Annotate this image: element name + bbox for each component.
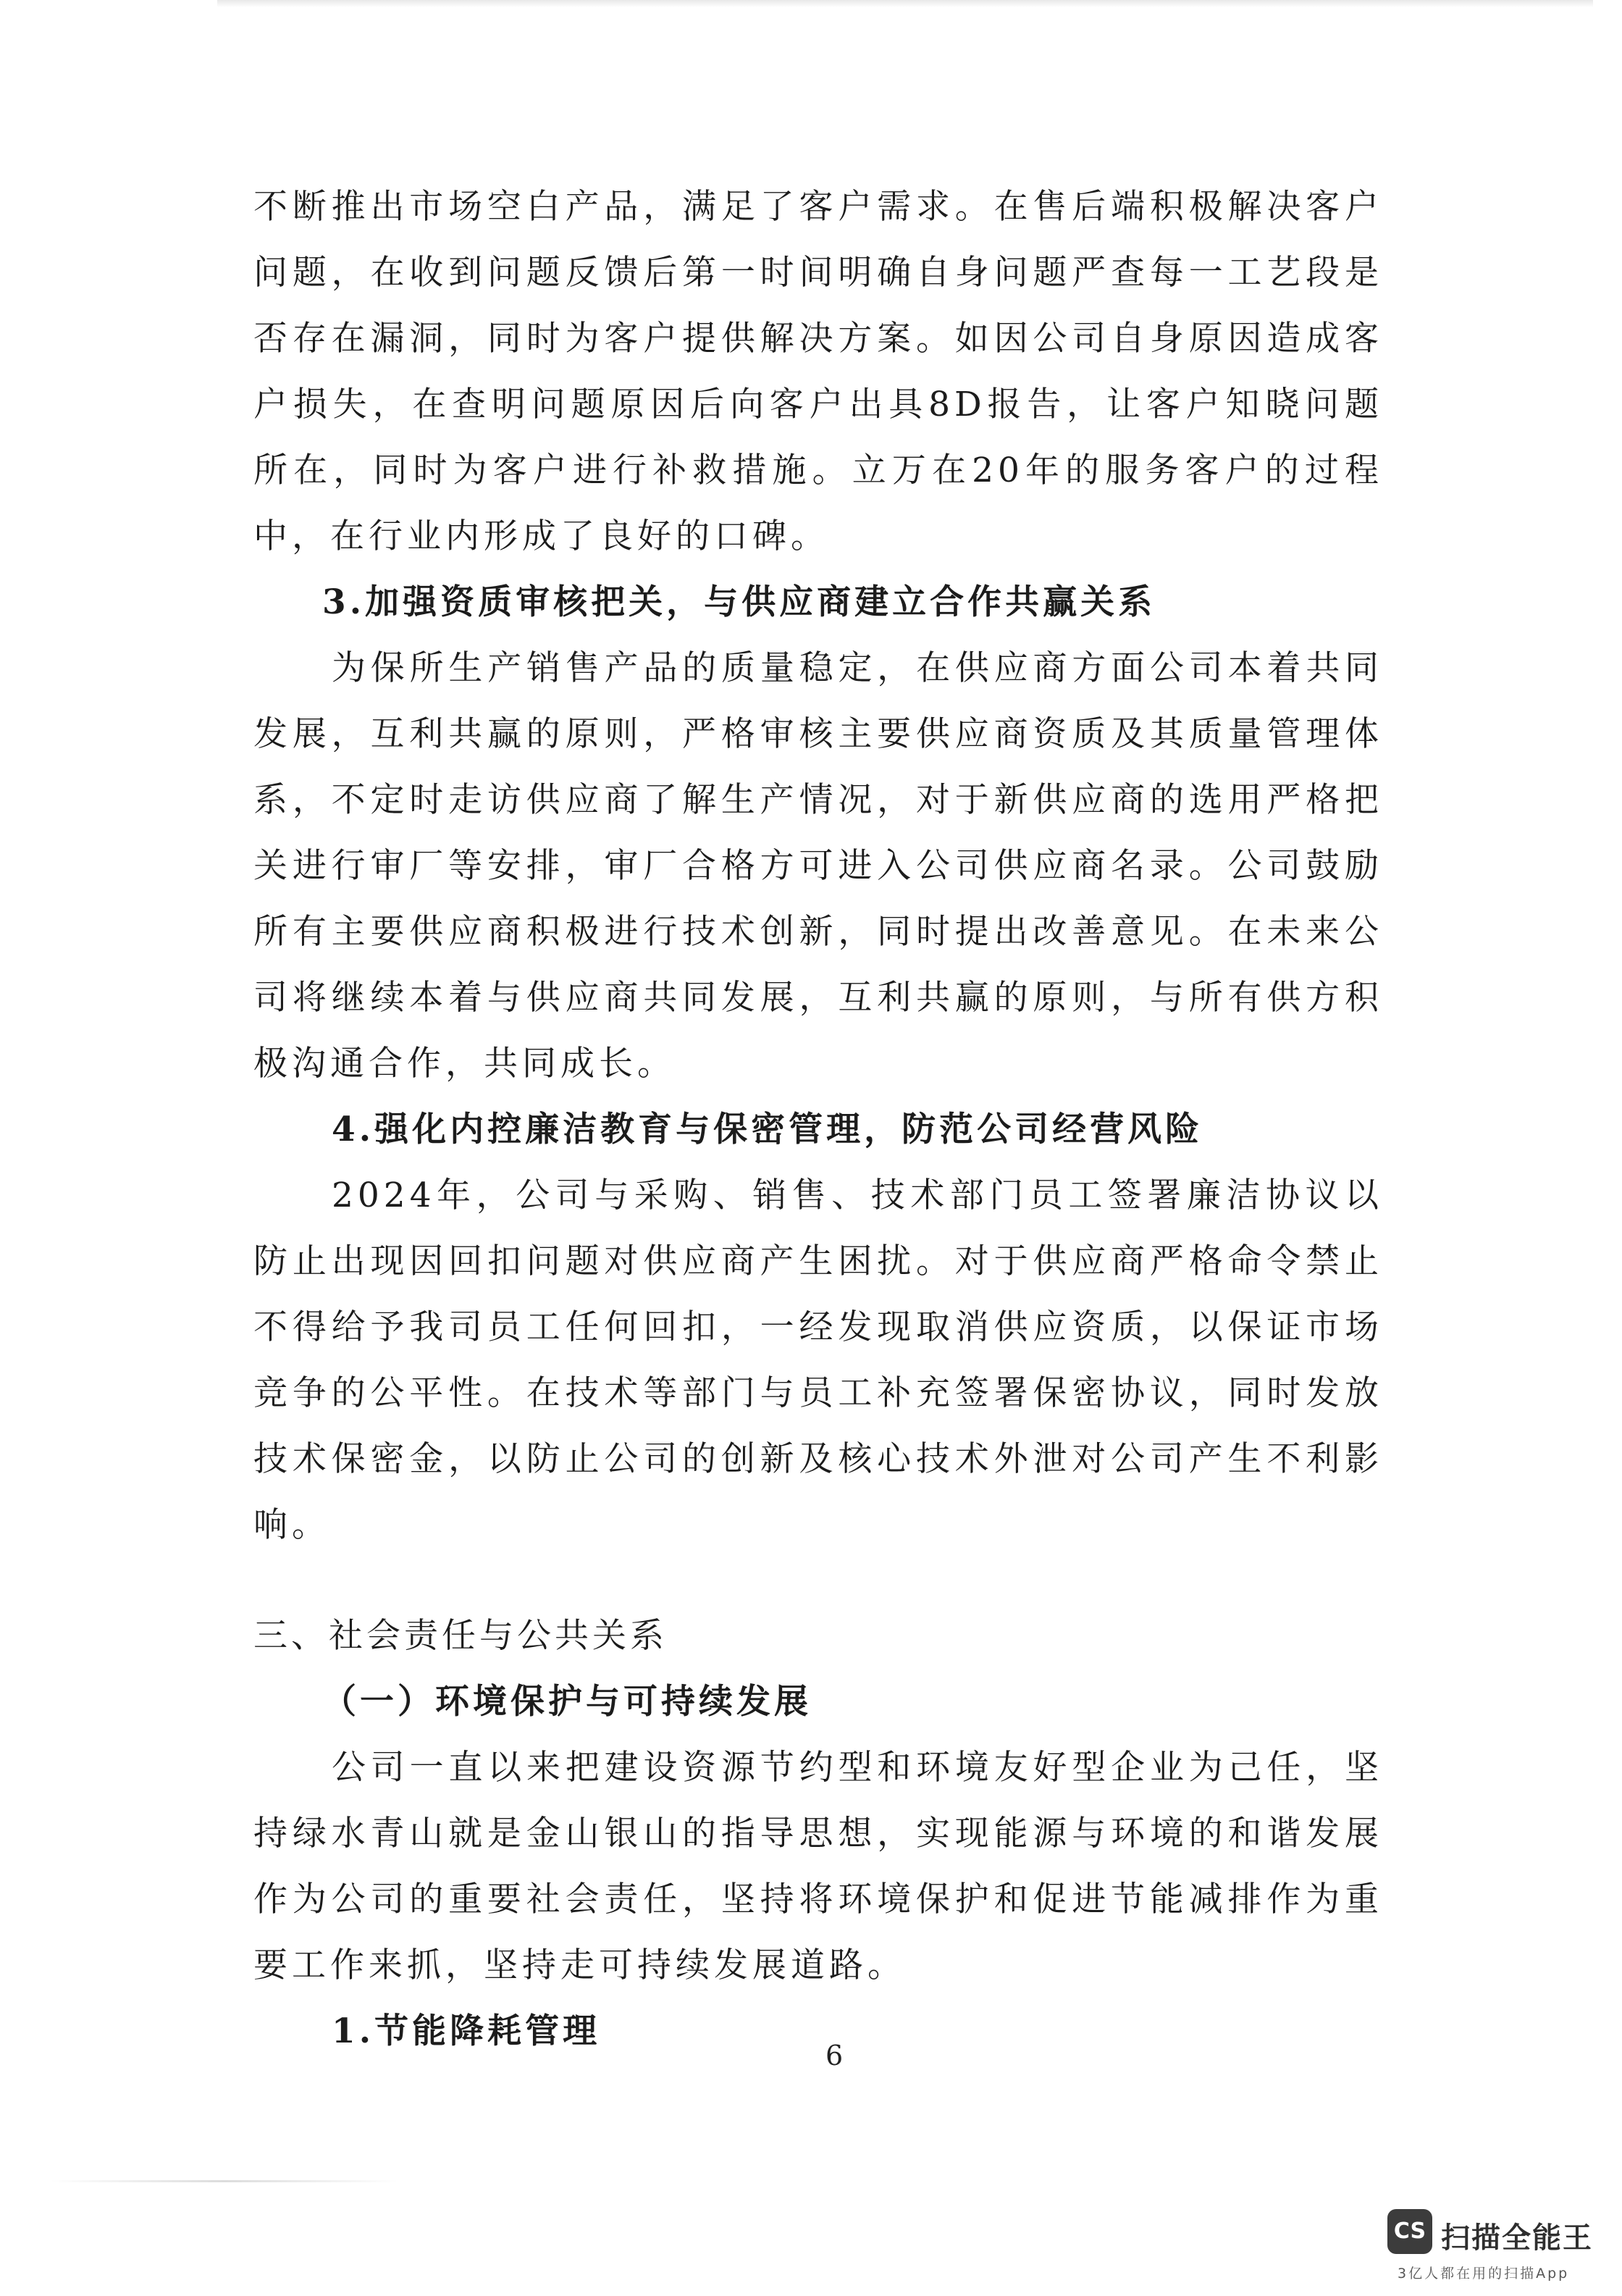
document-body: [253, 174, 1383, 2064]
scan-edge-line: [51, 2180, 398, 2182]
watermark-slogan: 3亿人都在用的扫描App: [1398, 2266, 1570, 2282]
paragraph-integrity: 2024年，公司与采购、销售、技术部门员工签署廉洁协议以防止出现因回扣问题对供应商产生困扰。对于供应商严格命令禁止不得给予我司员工任何回扣，一经发现取消供应资质，以保证市场竞争的公平性。在技术等部门与员工补充签署保密协议，同时发放技术保密金，以防止公司的创新及核心技术外泄对公司产生不利影响。: [253, 1176, 1383, 1545]
heading-energy-saving: 1.节能降耗管理: [332, 2011, 601, 2051]
camscanner-logo-icon: CS: [1387, 2209, 1432, 2254]
paragraph-supplier: 为保所生产销售产品的质量稳定，在供应商方面公司本着共同发展，互利共赢的原则，严格审核主要供应商资质及其质量管理体系，不定时走访供应商了解生产情况，对于新供应商的选用严格把关进行审厂等安排，审厂合格方可进入公司供应商名录。公司鼓励所有主要供应商积极进行技术创新，同时提出改善意见。在未来公司将继续本着与供应商共同发展，互利共赢的原则，与所有供方积极沟通合作，共同成长。: [253, 648, 1383, 1084]
watermark-app-name: 扫描全能王: [1441, 2221, 1593, 2255]
scan-edge-shadow: [217, 0, 1593, 7]
paragraph-environment: 公司一直以来把建设资源节约型和环境友好型企业为己任，坚持绿水青山就是金山银山的指导思想，实现能源与环境的和谐发展作为公司的重要社会责任，坚持将环境保护和促进节能减排作为重要工作来抓，坚持走可持续发展道路。: [253, 1748, 1383, 1985]
heading-supplier-qualification: 3.加强资质审核把关，与供应商建立合作共赢关系: [322, 582, 1156, 622]
subsection-heading-environment: （一）环境保护与可持续发展: [322, 1682, 812, 1722]
paragraph-after-sales: 不断推出市场空白产品，满足了客户需求。在售后端积极解决客户问题，在收到问题反馈后第一时间明确自身问题严查每一工艺段是否存在漏洞，同时为客户提供解决方案。如因公司自身原因造成客户损失，在查明问题原因后向客户出具8D报告，让客户知晓问题所在，同时为客户进行补救措施。立万在20年的服务客户的过程中，在行业内形成了良好的口碑。: [253, 187, 1383, 556]
section-heading-social-responsibility: 三、社会责任与公共关系: [253, 1616, 668, 1656]
scanner-watermark: [1387, 2209, 1605, 2282]
section-spacer: [253, 1558, 1383, 1603]
heading-internal-control: 4.强化内控廉洁教育与保密管理，防范公司经营风险: [332, 1110, 1203, 1149]
page-number: 6: [825, 2040, 844, 2071]
